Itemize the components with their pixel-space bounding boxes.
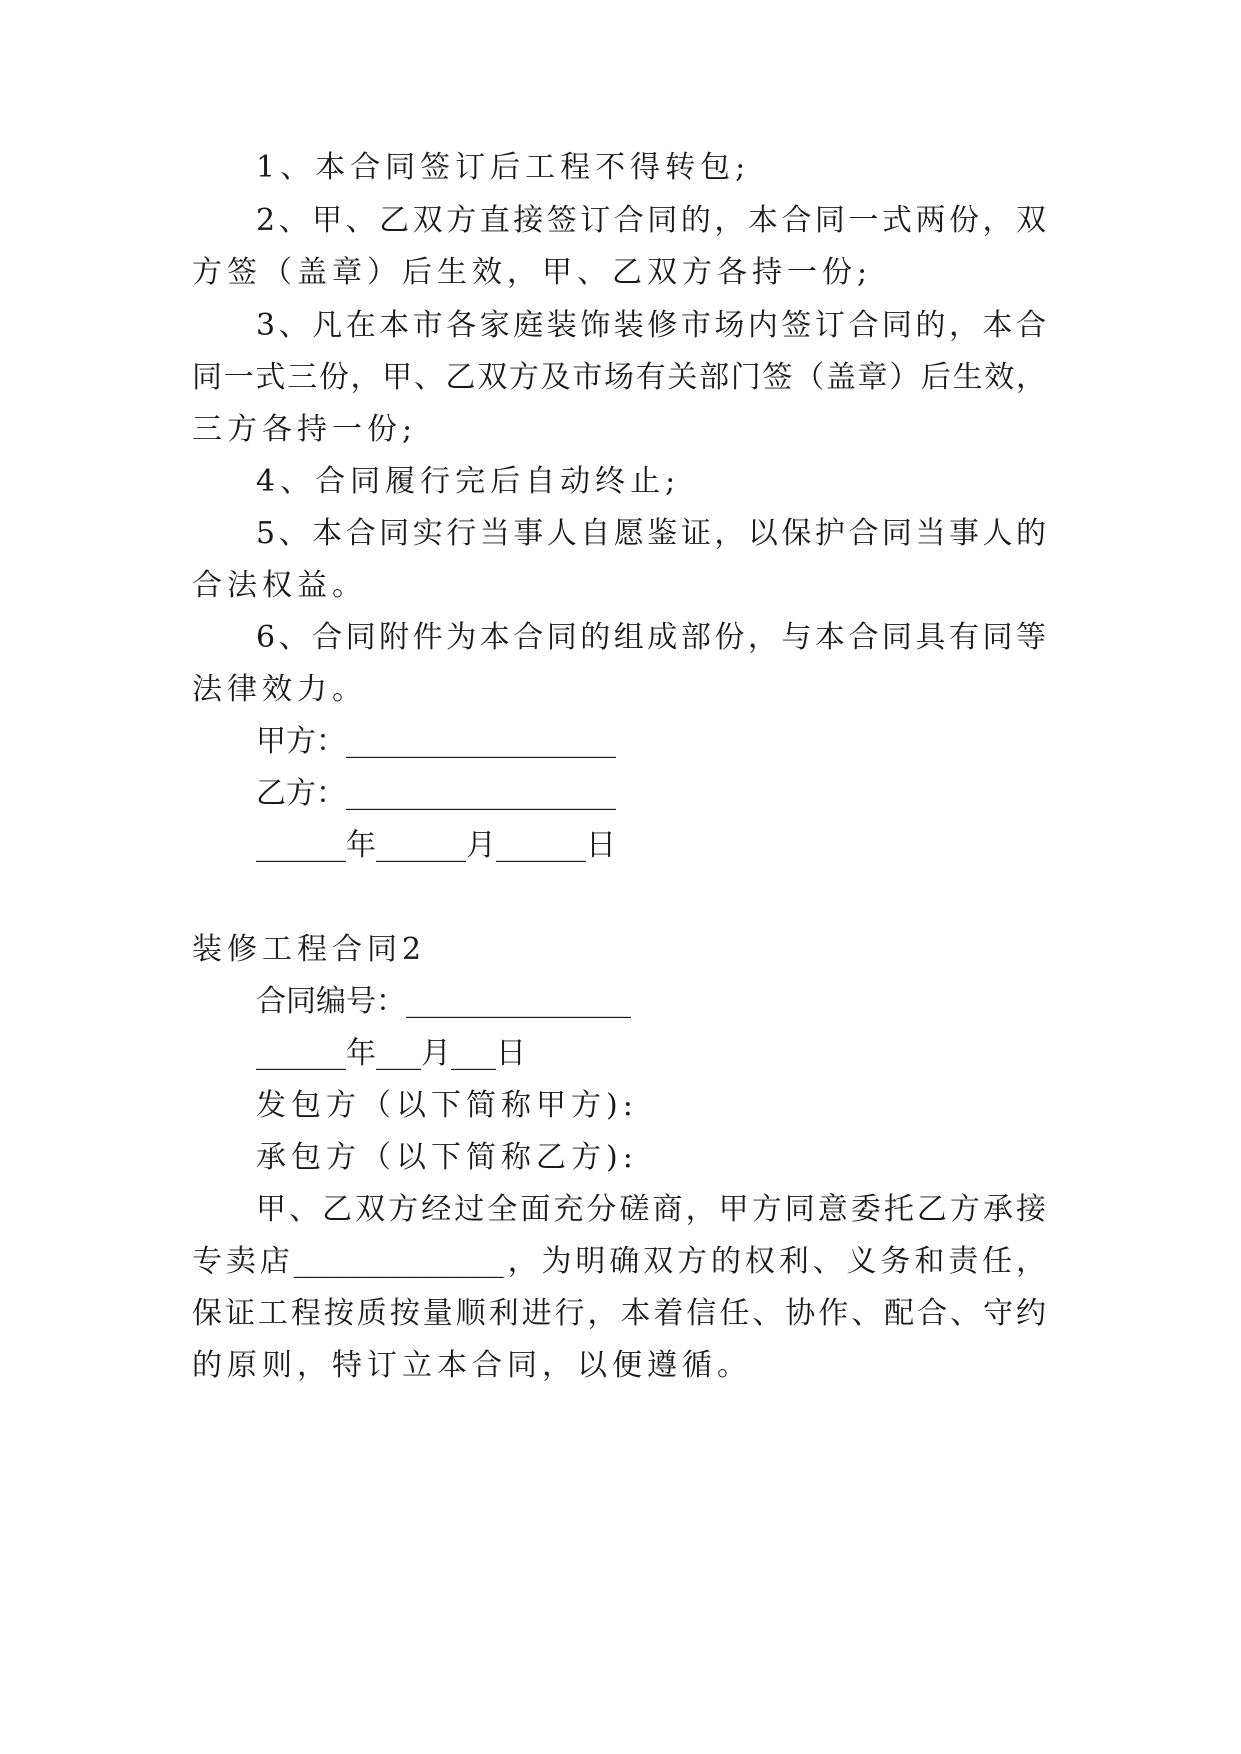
clause-2-line-2: 方签（盖章）后生效，甲、乙双方各持一份; (192, 255, 873, 290)
clause-6-line-1: 6、合同附件为本合同的组成部份，与本合同具有同等 (256, 620, 1046, 655)
date-line-1: ______年______月______日 (256, 828, 616, 863)
preamble-line-2: 专卖店______________，为明确双方的权利、义务和责任， (192, 1244, 1046, 1279)
date-line-2: ______年___月___日 (256, 1036, 526, 1071)
clause-3-line-3: 三方各持一份; (192, 412, 418, 447)
preamble-line-3: 保证工程按质按量顺利进行，本着信任、协作、配合、守约 (192, 1296, 1046, 1331)
clause-2-line-1: 2、甲、乙双方直接签订合同的，本合同一式两份，双 (256, 203, 1046, 238)
clause-6-line-2: 法律效力。 (192, 672, 367, 707)
party-b-signature-line: 乙方：__________________ (256, 776, 616, 811)
party-a-signature-line: 甲方：__________________ (256, 724, 616, 759)
employer-line: 发包方（以下简称甲方): (256, 1088, 638, 1123)
clause-4: 4、合同履行完后自动终止; (256, 464, 681, 499)
clause-1: 1、本合同签订后工程不得转包; (256, 150, 751, 185)
clause-3-line-1: 3、凡在本市各家庭装饰装修市场内签订合同的，本合 (256, 308, 1046, 343)
preamble-line-1: 甲、乙双方经过全面充分磋商，甲方同意委托乙方承接 (256, 1192, 1046, 1227)
section-title: 装修工程合同2 (192, 932, 427, 967)
contractor-line: 承包方（以下简称乙方): (256, 1140, 638, 1175)
clause-5-line-1: 5、本合同实行当事人自愿鉴证，以保护合同当事人的 (256, 516, 1046, 551)
preamble-line-4: 的原则，特订立本合同，以便遵循。 (192, 1348, 752, 1383)
clause-3-line-2: 同一式三份，甲、乙双方及市场有关部门签（盖章）后生效， (192, 360, 1046, 395)
contract-number-line: 合同编号：_______________ (256, 984, 631, 1019)
clause-5-line-2: 合法权益。 (192, 568, 367, 603)
